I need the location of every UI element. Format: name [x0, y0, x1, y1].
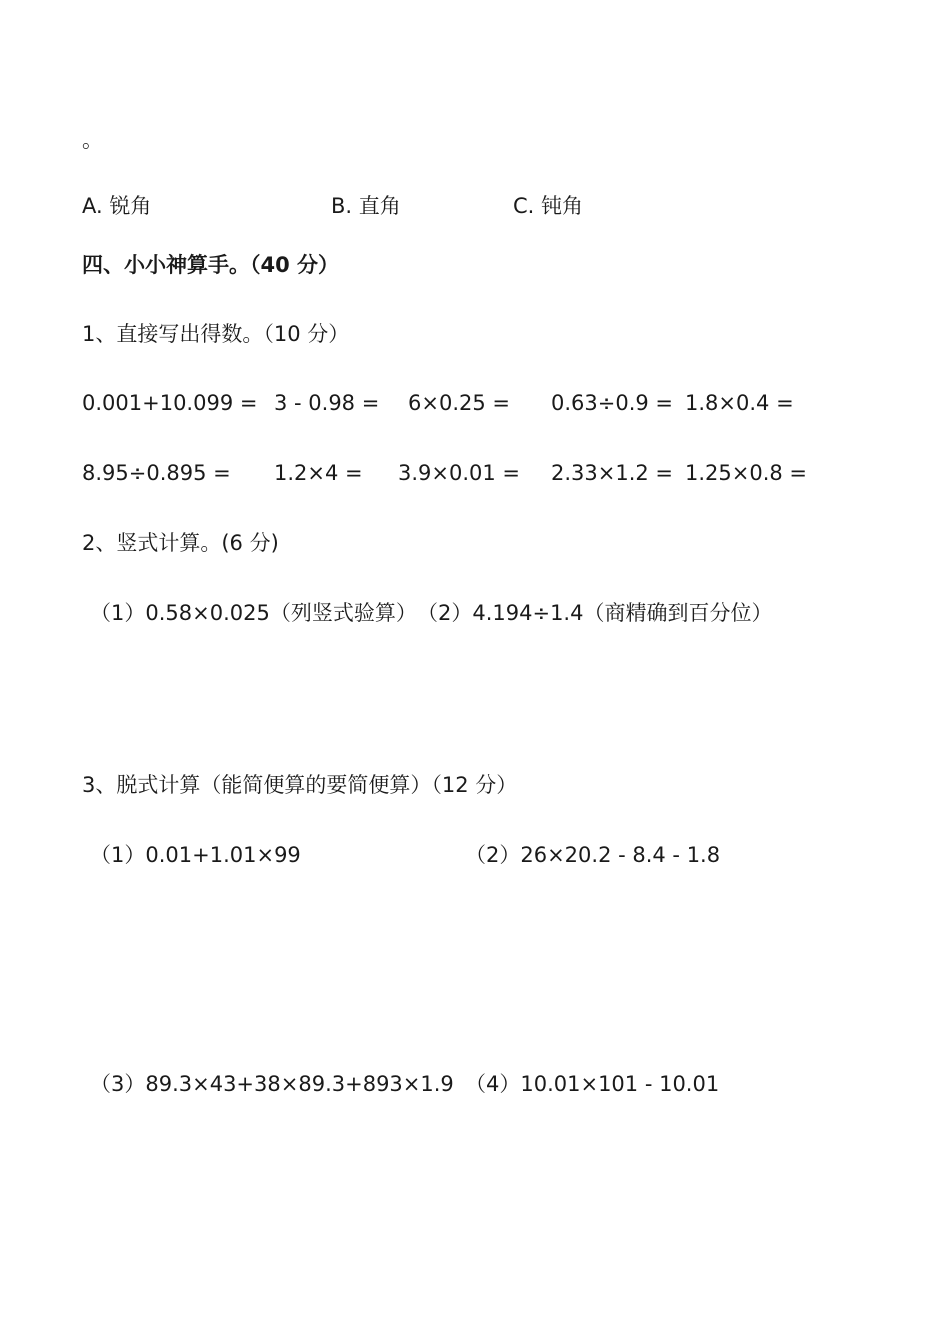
- q1-row1-item-2: 3 - 0.98 =: [274, 391, 380, 415]
- q1-row1-item-1: 0.001+10.099 =: [82, 391, 258, 415]
- q1-row1-item-5: 1.8×0.4 =: [685, 391, 794, 415]
- q1-title: 1、直接写出得数。（10 分）: [82, 322, 350, 346]
- choice-b: B. 直角: [331, 194, 401, 218]
- q1-row2-item-5: 1.25×0.8 =: [685, 461, 808, 485]
- q3-item-4: （4）10.01×101 - 10.01: [465, 1072, 720, 1096]
- q3-title: 3、脱式计算（能简便算的要简便算）（12 分）: [82, 773, 518, 797]
- section-4-title: 四、小小神算手。（40 分）: [82, 253, 340, 277]
- q1-row2-item-1: 8.95÷0.895 =: [82, 461, 231, 485]
- q3-item-2: （2）26×20.2 - 8.4 - 1.8: [465, 843, 721, 867]
- q3-item-1: （1）0.01+1.01×99: [90, 843, 301, 867]
- q3-item-3: （3）89.3×43+38×89.3+893×1.9: [90, 1072, 454, 1096]
- q2-item-1: （1）0.58×0.025（列竖式验算）: [90, 601, 417, 625]
- q1-row1-item-4: 0.63÷0.9 =: [551, 391, 674, 415]
- leading-punctuation: 。: [82, 128, 103, 152]
- choice-a: A. 锐角: [82, 194, 152, 218]
- choice-c: C. 钝角: [513, 194, 584, 218]
- q1-row2-item-2: 1.2×4 =: [274, 461, 363, 485]
- q2-item-2: （2）4.194÷1.4（商精确到百分位）: [417, 601, 773, 625]
- q2-title: 2、竖式计算。(6 分): [82, 531, 279, 555]
- q1-row1-item-3: 6×0.25 =: [408, 391, 510, 415]
- q1-row2-item-4: 2.33×1.2 =: [551, 461, 674, 485]
- q1-row2-item-3: 3.9×0.01 =: [398, 461, 521, 485]
